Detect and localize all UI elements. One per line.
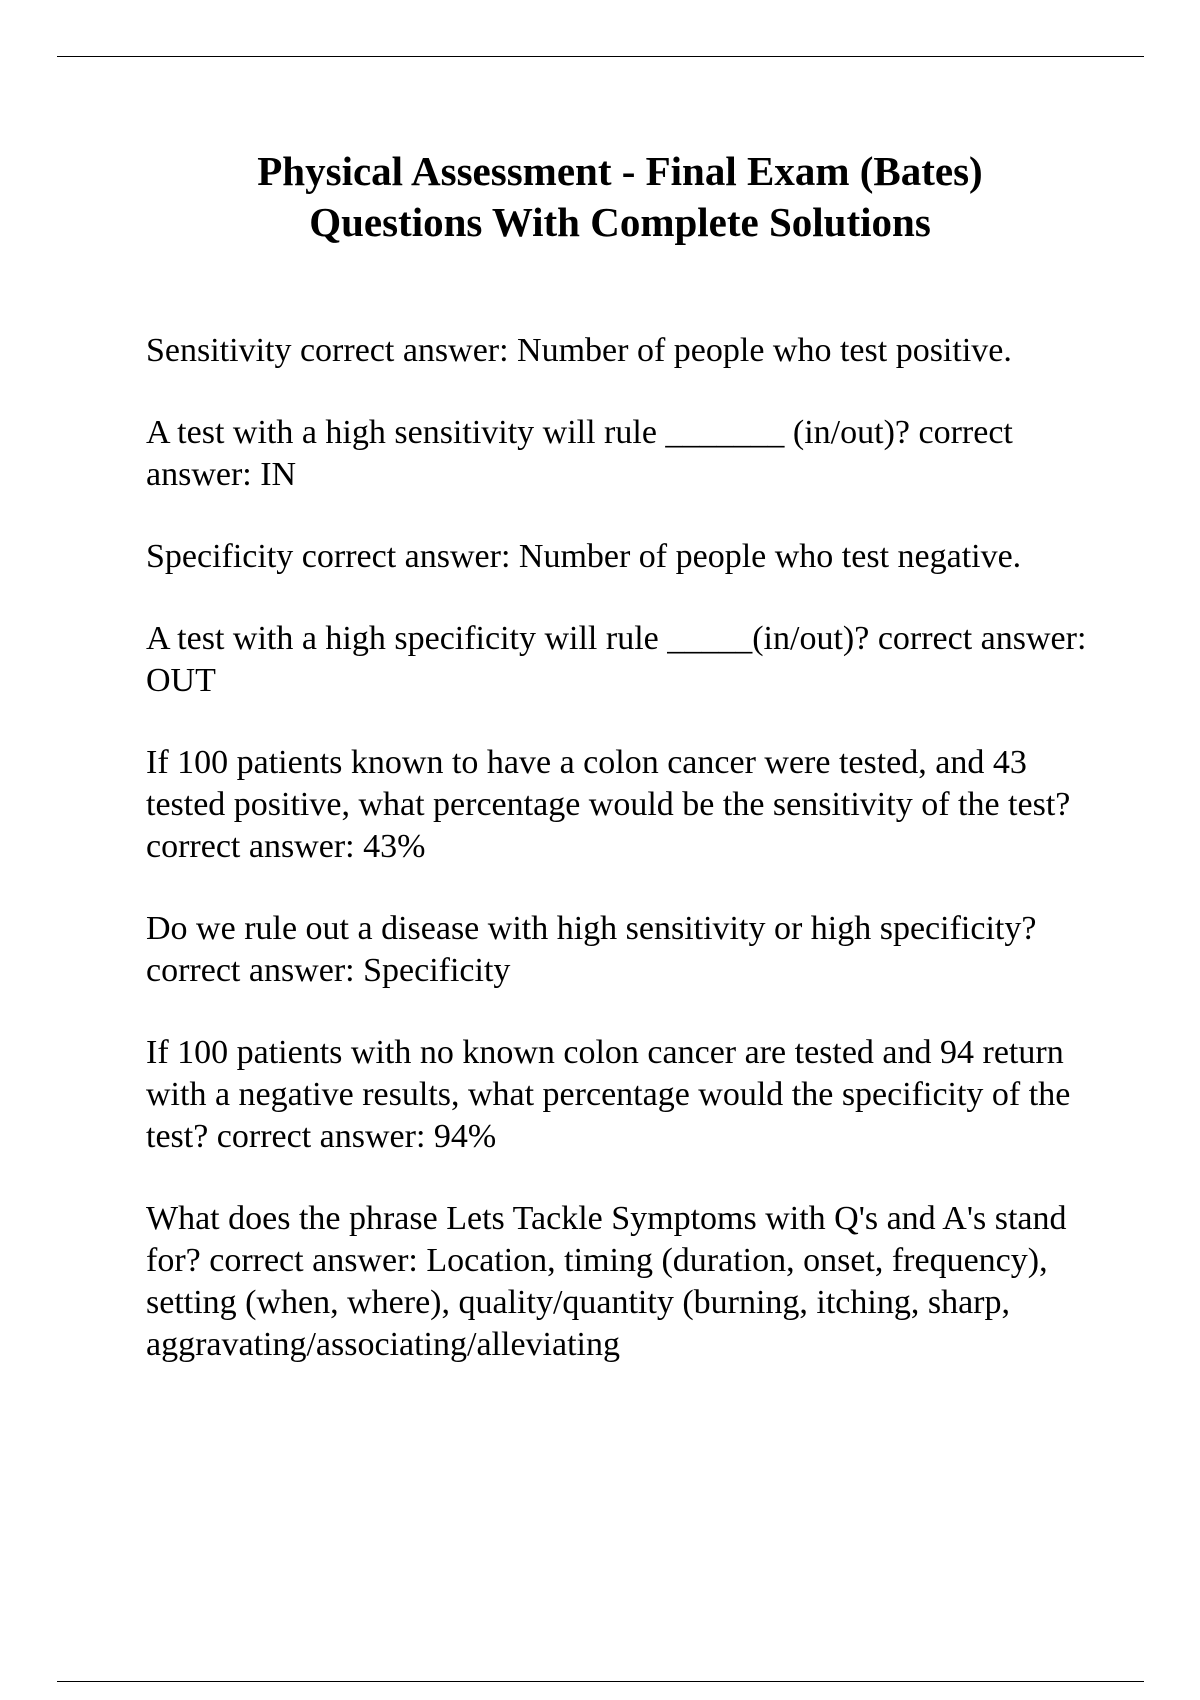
qa-list xyxy=(146,330,1106,1406)
qa-item: Sensitivity correct answer: Number of people who test positive. xyxy=(146,332,1012,369)
qa-item: A test with a high specificity will rule _____(in/out)? correct answer: OUT xyxy=(146,620,1087,699)
bottom-rule xyxy=(57,1681,1144,1682)
qa-item: If 100 patients with no known colon cancer are tested and 94 return with a negative results, what percentage would the specificity of the test? correct answer: 94% xyxy=(146,1034,1071,1155)
qa-item: Specificity correct answer: Number of people who test negative. xyxy=(146,538,1022,575)
title-line-2: Questions With Complete Solutions xyxy=(309,199,931,245)
qa-item: What does the phrase Lets Tackle Symptoms with Q's and A's stand for? correct answer: Location, timing (duration, onset, frequency), setting (when, where), quality/quantity (burning, itching, sharp, aggravating/associating/alleviating xyxy=(146,1200,1067,1363)
title-line-1: Physical Assessment - Final Exam (Bates) xyxy=(257,148,983,194)
qa-item: Do we rule out a disease with high sensitivity or high specificity? correct answer: Specificity xyxy=(146,910,1037,989)
page-title xyxy=(100,146,1140,248)
qa-item: A test with a high sensitivity will rule _______ (in/out)? correct answer: IN xyxy=(146,414,1013,493)
qa-item: If 100 patients known to have a colon cancer were tested, and 43 tested positive, what percentage would be the sensitivity of the test? correct answer: 43% xyxy=(146,744,1071,865)
top-rule xyxy=(57,56,1144,57)
